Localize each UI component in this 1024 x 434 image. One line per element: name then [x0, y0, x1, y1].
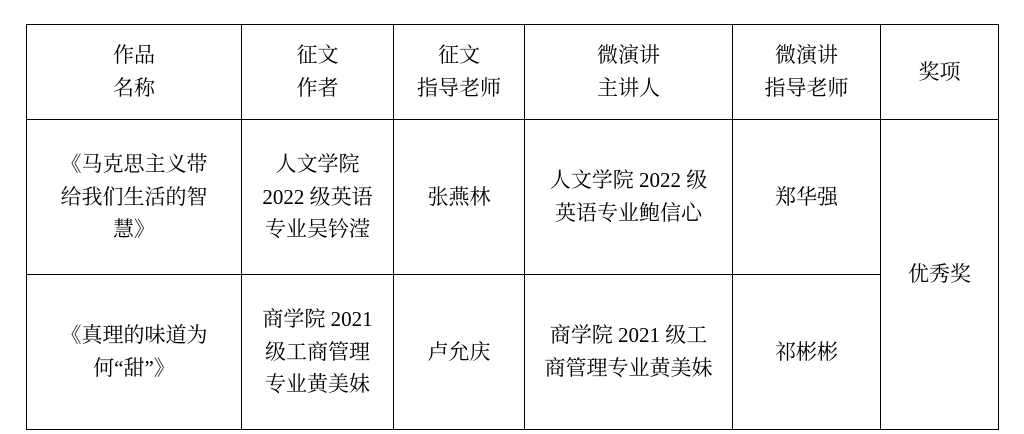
cell-speech-advisor: 郑华强: [733, 120, 881, 275]
table-body: [27, 120, 999, 430]
table-row: [27, 120, 999, 275]
cell-speech-speaker: 人文学院 2022 级 英语专业鲍信心: [525, 120, 733, 275]
cell-award: 优秀奖: [881, 120, 999, 430]
cell-essay-advisor: 张燕林: [394, 120, 525, 275]
table-header-row: [27, 25, 999, 120]
column-header-essay-author: 征文 作者: [242, 25, 394, 120]
cell-speech-speaker: 商学院 2021 级工 商管理专业黄美妹: [525, 275, 733, 430]
cell-work-title: 《真理的味道为 何“甜”》: [27, 275, 242, 430]
table-row: [27, 275, 999, 430]
cell-essay-author: 商学院 2021 级工商管理 专业黄美妹: [242, 275, 394, 430]
column-header-work-title: 作品 名称: [27, 25, 242, 120]
cell-essay-advisor: 卢允庆: [394, 275, 525, 430]
cell-speech-advisor: 祁彬彬: [733, 275, 881, 430]
table-header: [27, 25, 999, 120]
column-header-speech-advisor: 微演讲 指导老师: [733, 25, 881, 120]
column-header-essay-advisor: 征文 指导老师: [394, 25, 525, 120]
award-table: [26, 24, 999, 430]
column-header-award: 奖项: [881, 25, 999, 120]
cell-essay-author: 人文学院 2022 级英语 专业吴钤滢: [242, 120, 394, 275]
column-header-speech-speaker: 微演讲 主讲人: [525, 25, 733, 120]
cell-work-title: 《马克思主义带 给我们生活的智 慧》: [27, 120, 242, 275]
